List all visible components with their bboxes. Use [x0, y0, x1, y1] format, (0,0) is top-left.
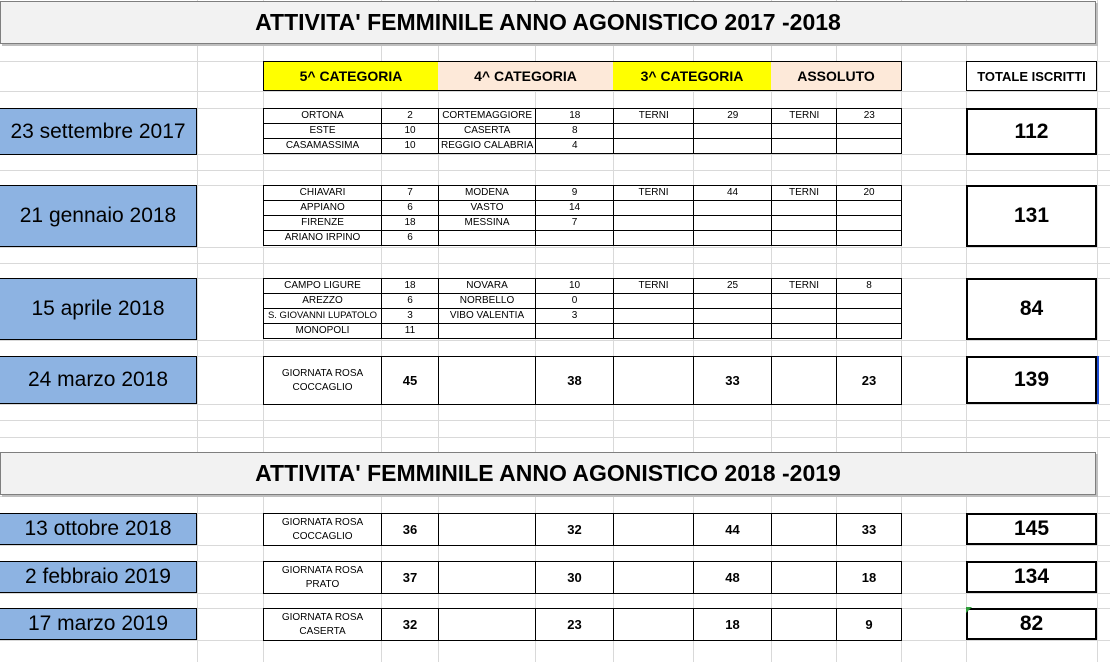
cat5-count: 6: [382, 201, 439, 216]
giornata-results-row: [263, 608, 902, 641]
event-name-line: GIORNATA ROSA: [281, 564, 364, 576]
cat3-team: [614, 139, 694, 154]
assoluto-team: [772, 201, 837, 216]
header-assoluto: ASSOLUTO: [771, 61, 902, 91]
table-row: [264, 357, 902, 405]
assoluto-count: [837, 201, 902, 216]
cat4-count: 14: [536, 201, 614, 216]
giornata-date: 17 marzo 2019: [0, 608, 197, 640]
table-row: [264, 186, 902, 201]
cat3-team: [614, 216, 694, 231]
event-total: 112: [966, 108, 1097, 155]
cat4-count: [536, 324, 614, 339]
cat4-count: 4: [536, 139, 614, 154]
empty-cell: [614, 514, 694, 546]
cat5-count: 32: [382, 609, 439, 641]
cat3-team: TERNI: [614, 279, 694, 294]
assoluto-team: TERNI: [772, 186, 837, 201]
cat3-team: [614, 294, 694, 309]
table-row: [264, 216, 902, 231]
cat4-count: 18: [536, 109, 614, 124]
giornata-event-name: [264, 609, 382, 641]
table-row: [264, 109, 902, 124]
assoluto-count: [837, 124, 902, 139]
cat5-count: 10: [382, 124, 439, 139]
cat5-count: 18: [382, 216, 439, 231]
cell-selection-indicator: [1097, 356, 1110, 404]
event-location-line: COCCAGLIO: [292, 381, 353, 393]
empty-cell: [772, 562, 837, 594]
cat3-team: [614, 201, 694, 216]
assoluto-team: TERNI: [772, 279, 837, 294]
cat3-team: TERNI: [614, 109, 694, 124]
event-location-line: PRATO: [305, 578, 340, 590]
event-location-line: CASERTA: [299, 625, 346, 637]
cat3-team: TERNI: [614, 186, 694, 201]
empty-cell: [439, 609, 536, 641]
empty-cell: [614, 609, 694, 641]
assoluto-team: [772, 139, 837, 154]
cat5-team: AREZZO: [264, 294, 382, 309]
cat4-team: MESSINA: [439, 216, 536, 231]
cat3-count: 29: [694, 109, 772, 124]
header-totale-iscritti: TOTALE ISCRITTI: [966, 61, 1097, 91]
cat4-team: CORTEMAGGIORE: [439, 109, 536, 124]
cat5-count: 18: [382, 279, 439, 294]
cat4-team: NORBELLO: [439, 294, 536, 309]
event-date: 15 aprile 2018: [0, 278, 197, 340]
cat5-count: 6: [382, 231, 439, 246]
table-row: [264, 514, 902, 546]
cat4-count: 7: [536, 216, 614, 231]
table-row: [264, 609, 902, 641]
cat5-team: CHIAVARI: [264, 186, 382, 201]
cat5-count: 6: [382, 294, 439, 309]
assoluto-count: 23: [837, 109, 902, 124]
table-row: [264, 124, 902, 139]
cat4-team: NOVARA: [439, 279, 536, 294]
assoluto-team: [772, 231, 837, 246]
header-cat5: 5^ CATEGORIA: [263, 61, 439, 91]
assoluto-count: 33: [837, 514, 902, 546]
assoluto-team: [772, 216, 837, 231]
cat5-count: 7: [382, 186, 439, 201]
cat5-count: 37: [382, 562, 439, 594]
cat5-team: FIRENZE: [264, 216, 382, 231]
cat3-count: 18: [694, 609, 772, 641]
table-row: [264, 324, 902, 339]
cat4-team: CASERTA: [439, 124, 536, 139]
cat3-count: [694, 309, 772, 324]
cat4-count: [536, 231, 614, 246]
cat5-count: 3: [382, 309, 439, 324]
giornata-date: 13 ottobre 2018: [0, 513, 197, 545]
cat4-team: VIBO VALENTIA: [439, 309, 536, 324]
cat3-count: 44: [694, 514, 772, 546]
table-row: [264, 294, 902, 309]
assoluto-count: 9: [837, 609, 902, 641]
giornata-date: 24 marzo 2018: [0, 356, 197, 404]
giornata-event-name: [264, 357, 382, 405]
cat5-team: ARIANO IRPINO: [264, 231, 382, 246]
cat5-count: 10: [382, 139, 439, 154]
cat5-team: APPIANO: [264, 201, 382, 216]
event-date: 23 settembre 2017: [0, 108, 197, 155]
event-total: 131: [966, 185, 1097, 247]
cat4-count: 0: [536, 294, 614, 309]
cat3-count: 25: [694, 279, 772, 294]
cat5-count: 2: [382, 109, 439, 124]
cat3-count: [694, 201, 772, 216]
giornata-results-row: [263, 561, 902, 594]
cat3-count: [694, 139, 772, 154]
giornata-event-name: [264, 562, 382, 594]
comment-indicator-icon: [966, 607, 972, 613]
cat5-count: 11: [382, 324, 439, 339]
cat5-team: CAMPO LIGURE: [264, 279, 382, 294]
cat4-count: 30: [536, 562, 614, 594]
cat5-team: CASAMASSIMA: [264, 139, 382, 154]
header-cat3: 3^ CATEGORIA: [613, 61, 772, 91]
table-row: [264, 309, 902, 324]
empty-cell: [772, 609, 837, 641]
cat4-count: 3: [536, 309, 614, 324]
cat3-team: [614, 309, 694, 324]
cat4-team: VASTO: [439, 201, 536, 216]
giornata-date: 2 febbraio 2019: [0, 561, 197, 593]
assoluto-count: [837, 324, 902, 339]
giornata-total: 134: [966, 561, 1097, 593]
assoluto-count: 8: [837, 279, 902, 294]
assoluto-team: TERNI: [772, 109, 837, 124]
cat4-count: 10: [536, 279, 614, 294]
giornata-event-name: [264, 514, 382, 546]
cat4-team: [439, 231, 536, 246]
assoluto-count: [837, 294, 902, 309]
cat3-team: [614, 124, 694, 139]
cat5-count: 45: [382, 357, 439, 405]
assoluto-team: [772, 294, 837, 309]
assoluto-team: [772, 324, 837, 339]
assoluto-team: [772, 309, 837, 324]
assoluto-count: [837, 216, 902, 231]
section-title-2018-2019: ATTIVITA' FEMMINILE ANNO AGONISTICO 2018 -2019: [0, 452, 1096, 495]
event-total: 84: [966, 278, 1097, 340]
empty-cell: [439, 357, 536, 405]
giornata-results-row: [263, 356, 902, 405]
table-row: [264, 201, 902, 216]
header-cat4: 4^ CATEGORIA: [438, 61, 614, 91]
giornata-total: 139: [966, 356, 1097, 404]
cat4-team: REGGIO CALABRIA: [439, 139, 536, 154]
event-location-line: COCCAGLIO: [292, 530, 353, 542]
assoluto-count: [837, 309, 902, 324]
assoluto-count: [837, 231, 902, 246]
cat4-count: 8: [536, 124, 614, 139]
cat4-count: 9: [536, 186, 614, 201]
cat4-count: 38: [536, 357, 614, 405]
giornata-results-row: [263, 513, 902, 546]
cat3-count: [694, 216, 772, 231]
assoluto-count: 20: [837, 186, 902, 201]
assoluto-team: [772, 124, 837, 139]
assoluto-count: [837, 139, 902, 154]
cat3-count: [694, 124, 772, 139]
giornata-total: 82: [966, 608, 1097, 640]
empty-cell: [614, 357, 694, 405]
empty-cell: [772, 514, 837, 546]
event-name-line: GIORNATA ROSA: [281, 611, 364, 623]
empty-cell: [439, 562, 536, 594]
giornata-total: 145: [966, 513, 1097, 545]
cat3-count: 44: [694, 186, 772, 201]
table-row: [264, 231, 902, 246]
cat4-team: [439, 324, 536, 339]
cat3-count: 33: [694, 357, 772, 405]
empty-cell: [772, 357, 837, 405]
assoluto-count: 18: [837, 562, 902, 594]
cat5-team: MONOPOLI: [264, 324, 382, 339]
empty-cell: [439, 514, 536, 546]
event-results-table: [263, 185, 902, 246]
empty-cell: [614, 562, 694, 594]
cat3-team: [614, 231, 694, 246]
cat5-team: ESTE: [264, 124, 382, 139]
cat3-count: 48: [694, 562, 772, 594]
table-row: [264, 279, 902, 294]
event-results-table: [263, 278, 902, 339]
cat5-team: S. GIOVANNI LUPATOLO: [264, 309, 382, 324]
section-title-2017-2018: ATTIVITA' FEMMINILE ANNO AGONISTICO 2017 -2018: [0, 1, 1096, 44]
cat3-count: [694, 324, 772, 339]
table-row: [264, 139, 902, 154]
cat5-team: ORTONA: [264, 109, 382, 124]
event-name-line: GIORNATA ROSA: [281, 516, 364, 528]
cat4-count: 23: [536, 609, 614, 641]
cat4-team: MODENA: [439, 186, 536, 201]
event-results-table: [263, 108, 902, 154]
event-date: 21 gennaio 2018: [0, 185, 197, 247]
cat3-count: [694, 231, 772, 246]
event-name-line: GIORNATA ROSA: [281, 367, 364, 379]
cat3-count: [694, 294, 772, 309]
assoluto-count: 23: [837, 357, 902, 405]
cat3-team: [614, 324, 694, 339]
cat5-count: 36: [382, 514, 439, 546]
cat4-count: 32: [536, 514, 614, 546]
table-row: [264, 562, 902, 594]
